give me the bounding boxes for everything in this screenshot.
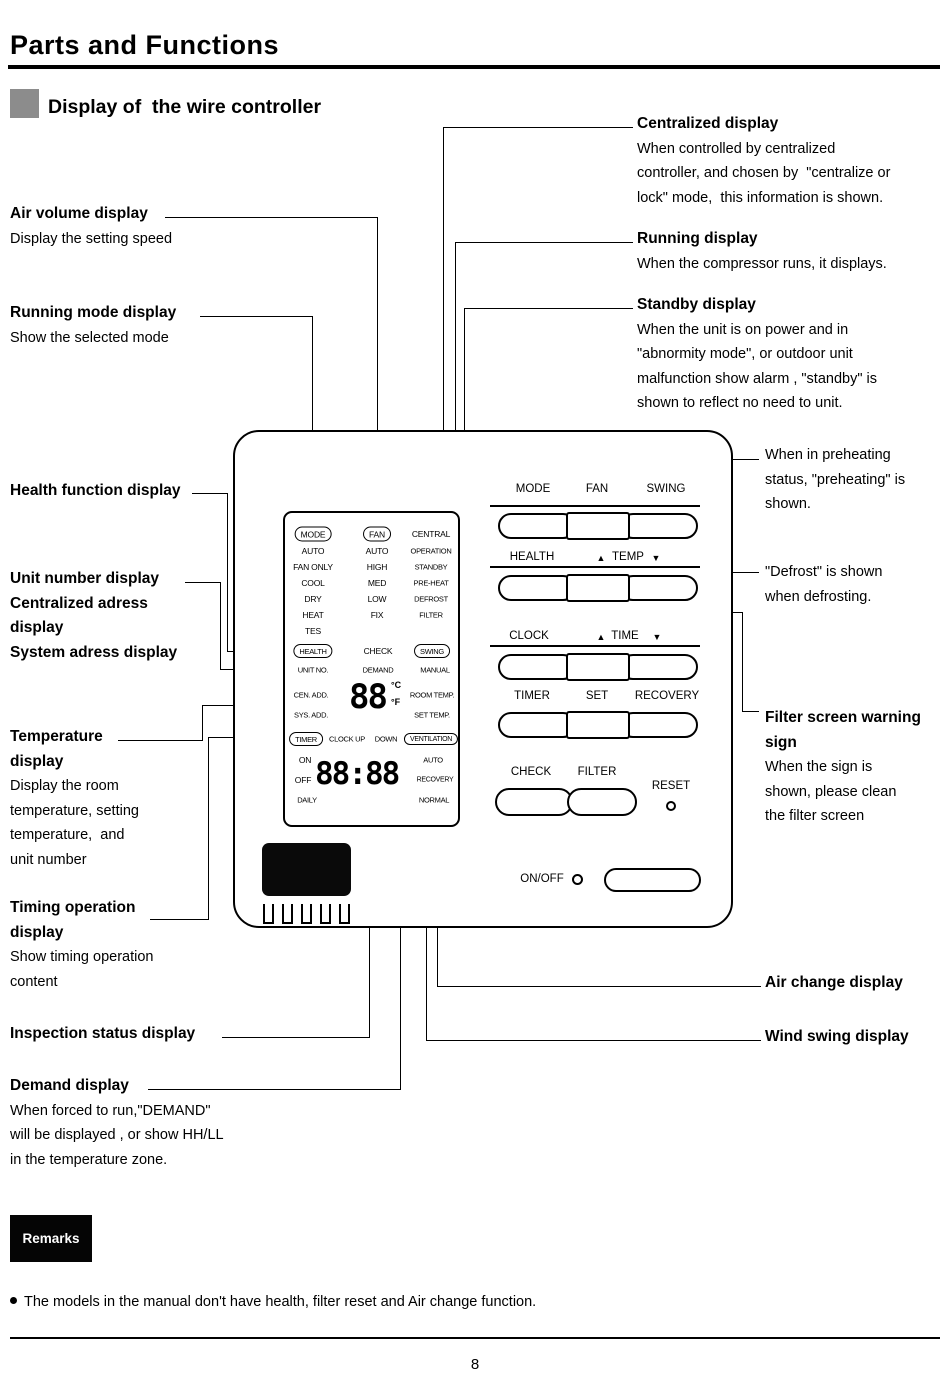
lcd-high-label: HIGH bbox=[366, 562, 388, 572]
callout-demand bbox=[10, 1074, 224, 1172]
connector-line bbox=[437, 986, 761, 987]
callout-filter-warning bbox=[765, 706, 921, 829]
clock-time-buttons bbox=[498, 653, 698, 681]
label-separator bbox=[490, 505, 700, 507]
lcd-recovery-label: RECOVERY bbox=[416, 776, 454, 784]
lcd-sysadd-label: SYS. ADD. bbox=[294, 710, 328, 720]
lcd-roomtemp-label: ROOM TEMP. bbox=[409, 690, 455, 700]
callout-title: display bbox=[10, 752, 64, 770]
louver-slot bbox=[320, 904, 331, 924]
callout-title: Inspection status display bbox=[10, 1025, 196, 1042]
lcd-fanonly-label: FAN ONLY bbox=[293, 562, 333, 572]
bullet-icon bbox=[10, 1297, 17, 1304]
clock-button-label: CLOCK bbox=[509, 630, 549, 642]
lcd-down-label: DOWN bbox=[374, 734, 398, 744]
callout-timing bbox=[10, 896, 153, 994]
check-button bbox=[495, 788, 573, 816]
callout-title: Wind swing display bbox=[765, 1028, 909, 1045]
set-button bbox=[566, 711, 630, 739]
connector-line bbox=[455, 242, 633, 243]
lcd-fix-label: FIX bbox=[370, 610, 384, 620]
lcd-check-label: CHECK bbox=[363, 646, 393, 656]
callout-text: When controlled by centralized bbox=[637, 140, 836, 157]
infrared-window bbox=[262, 843, 351, 896]
filter-button bbox=[567, 788, 637, 816]
connector-line bbox=[742, 612, 743, 712]
callout-text: temperature, and bbox=[10, 827, 125, 843]
temp-up-button bbox=[566, 574, 630, 602]
callout-text: "abnormity mode", or outdoor unit bbox=[637, 346, 853, 362]
lcd-standby-label: STANDBY bbox=[414, 562, 448, 572]
lcd-settemp-label: SET TEMP. bbox=[414, 710, 450, 720]
callout-title: System adress display bbox=[10, 643, 178, 661]
callout-air-change bbox=[765, 971, 903, 996]
time-up-button bbox=[566, 653, 630, 681]
callout-title: Standby display bbox=[637, 296, 756, 313]
callout-text: "Defrost" is shown bbox=[765, 564, 883, 580]
louver-slot bbox=[339, 904, 350, 924]
lcd-display bbox=[283, 511, 460, 827]
title-rule bbox=[8, 65, 940, 69]
remarks-badge: Remarks bbox=[10, 1215, 92, 1262]
callout-text: in the temperature zone. bbox=[10, 1151, 168, 1168]
lcd-tes-label: TES bbox=[305, 626, 321, 636]
callout-title: Running mode display bbox=[10, 304, 177, 321]
connector-line bbox=[464, 308, 633, 309]
callout-title: Health function display bbox=[10, 482, 181, 499]
time-down-button bbox=[620, 654, 698, 680]
lcd-health-label: HEALTH bbox=[293, 644, 332, 658]
callout-preheating bbox=[765, 443, 905, 517]
lcd-med-label: MED bbox=[367, 578, 387, 588]
connector-line bbox=[200, 316, 312, 317]
health-temp-buttons bbox=[498, 574, 698, 602]
callout-text: shown, please clean bbox=[765, 783, 897, 800]
timer-button bbox=[498, 712, 576, 738]
lcd-auto-label: AUTO bbox=[301, 546, 325, 556]
callout-text: the filter screen bbox=[765, 808, 865, 824]
temp-down-icon: ▼ bbox=[651, 553, 661, 563]
clock-button bbox=[498, 654, 576, 680]
callout-text: temperature, setting bbox=[10, 802, 139, 819]
callout-temperature bbox=[10, 725, 139, 872]
lcd-celsius-unit: °C bbox=[391, 680, 402, 690]
callout-health-function bbox=[10, 479, 181, 504]
callout-text: When the compressor runs, it displays. bbox=[637, 255, 887, 272]
callout-text: Show the selected mode bbox=[10, 329, 169, 346]
reset-button bbox=[666, 801, 676, 811]
set-button-label: SET bbox=[585, 690, 609, 702]
remarks-note-text: The models in the manual don't have health, filter reset and Air change function. bbox=[24, 1294, 537, 1310]
remarks-note bbox=[10, 1294, 536, 1310]
callout-inspection bbox=[10, 1022, 195, 1047]
lcd-clock-auto-label: AUTO bbox=[423, 755, 443, 765]
recovery-button bbox=[620, 712, 698, 738]
mode-fan-swing-buttons bbox=[498, 512, 698, 540]
lcd-mode-label: MODE bbox=[295, 527, 332, 542]
lcd-filter-label: FILTER bbox=[419, 610, 443, 620]
lcd-fan-auto-label: AUTO bbox=[365, 546, 389, 556]
onoff-button bbox=[604, 868, 701, 892]
lcd-on-label: ON bbox=[298, 755, 312, 765]
callout-text: shown to reflect no need to unit. bbox=[637, 395, 843, 411]
lcd-low-label: LOW bbox=[367, 594, 387, 604]
louver-slot bbox=[301, 904, 312, 924]
connector-line bbox=[185, 582, 221, 583]
connector-line bbox=[202, 705, 203, 741]
callout-text: When the unit is on power and in bbox=[637, 321, 849, 338]
timer-set-recovery-buttons bbox=[498, 711, 698, 739]
callout-text: When in preheating bbox=[765, 447, 891, 463]
lcd-central-label: CENTRAL bbox=[411, 529, 451, 539]
time-down-icon: ▼ bbox=[652, 632, 662, 642]
lcd-demand-label: DEMAND bbox=[362, 665, 394, 675]
lcd-fahrenheit-unit: °F bbox=[391, 697, 401, 707]
section-heading: Display of the wire controller bbox=[48, 96, 322, 118]
callout-standby bbox=[637, 293, 877, 416]
callout-centralized bbox=[637, 112, 890, 210]
lcd-cool-label: COOL bbox=[301, 578, 325, 588]
callout-running-display bbox=[637, 227, 887, 276]
louver-slot bbox=[263, 904, 274, 924]
callout-title: Timing operation bbox=[10, 899, 136, 916]
lcd-temp-digits: 88 bbox=[349, 677, 386, 717]
lcd-clockup-label: CLOCK UP bbox=[329, 734, 365, 744]
timer-button-label: TIMER bbox=[514, 690, 550, 702]
louver-slot bbox=[282, 904, 293, 924]
health-button-label: HEALTH bbox=[509, 551, 555, 563]
lcd-manual-label: MANUAL bbox=[420, 665, 450, 675]
callout-text: status, "preheating" is bbox=[765, 471, 906, 488]
page-number: 8 bbox=[470, 1356, 480, 1373]
callout-title: Demand display bbox=[10, 1077, 129, 1094]
mode-button bbox=[498, 513, 576, 539]
lcd-heat-label: HEAT bbox=[302, 610, 324, 620]
callout-title: Unit number display bbox=[10, 570, 159, 587]
callout-title: display bbox=[10, 619, 64, 636]
fan-button bbox=[566, 512, 630, 540]
lcd-cenadd-label: CEN. ADD. bbox=[293, 690, 329, 700]
callout-running-mode bbox=[10, 301, 176, 350]
connector-line bbox=[222, 1037, 369, 1038]
callout-text: malfunction show alarm , "standby" is bbox=[637, 370, 877, 387]
callout-text: Show timing operation bbox=[10, 949, 154, 965]
check-filter-buttons bbox=[495, 788, 637, 816]
callout-text: Display the room bbox=[10, 778, 119, 794]
lcd-dry-label: DRY bbox=[304, 594, 322, 604]
callout-title: sign bbox=[765, 733, 797, 751]
callout-air-volume bbox=[10, 202, 172, 251]
onoff-label: ON/OFF bbox=[520, 873, 564, 885]
callout-text: lock" mode, this information is shown. bbox=[637, 189, 884, 206]
callout-title: Temperature bbox=[10, 728, 103, 745]
label-separator bbox=[490, 566, 700, 568]
mode-button-label: MODE bbox=[515, 483, 551, 495]
reset-label: RESET bbox=[651, 780, 691, 792]
callout-text: shown. bbox=[765, 496, 811, 512]
callout-text: When forced to run,"DEMAND" bbox=[10, 1102, 211, 1119]
temp-button-label: TEMP bbox=[612, 551, 644, 563]
connector-line bbox=[208, 737, 209, 920]
connector-line bbox=[165, 217, 377, 218]
health-button bbox=[498, 575, 576, 601]
callout-title: Air volume display bbox=[10, 205, 148, 222]
onoff-indicator bbox=[572, 874, 583, 885]
callout-text: unit number bbox=[10, 851, 87, 868]
time-up-icon: ▲ bbox=[596, 632, 606, 642]
time-button-label: TIME bbox=[611, 630, 639, 642]
page-title: Parts and Functions bbox=[10, 30, 280, 60]
callout-text: When the sign is bbox=[765, 759, 873, 775]
swing-button-label: SWING bbox=[646, 483, 686, 495]
recovery-button-label: RECOVERY bbox=[634, 690, 700, 702]
callout-defrost bbox=[765, 560, 882, 609]
temp-down-button bbox=[620, 575, 698, 601]
check-button-label: CHECK bbox=[510, 766, 552, 778]
callout-unit-number bbox=[10, 567, 177, 665]
connector-line bbox=[192, 493, 228, 494]
lcd-clock-digits: 88:88 bbox=[315, 756, 399, 792]
connector-line bbox=[426, 1040, 761, 1041]
lcd-swing-label: SWING bbox=[414, 644, 450, 658]
lcd-unitno-label: UNIT NO. bbox=[297, 665, 329, 675]
connector-line bbox=[443, 127, 633, 128]
filter-button-label: FILTER bbox=[577, 766, 617, 778]
connector-line bbox=[220, 582, 221, 670]
callout-title: Filter screen warning bbox=[765, 709, 921, 726]
lcd-timer-label: TIMER bbox=[289, 732, 323, 746]
footer-rule bbox=[10, 1337, 940, 1339]
callout-title: Centralized display bbox=[637, 115, 779, 132]
lcd-daily-label: DAILY bbox=[297, 795, 317, 805]
callout-text: controller, and chosen by "centralize or bbox=[637, 165, 891, 181]
lcd-off-label: OFF bbox=[294, 775, 312, 785]
callout-text: Display the setting speed bbox=[10, 230, 173, 247]
lcd-preheat-label: PRE-HEAT bbox=[413, 578, 449, 588]
callout-text: will be displayed , or show HH/LL bbox=[10, 1127, 224, 1143]
connector-line bbox=[150, 919, 208, 920]
lcd-operation-label: OPERATION bbox=[410, 546, 452, 556]
fan-button-label: FAN bbox=[585, 483, 609, 495]
callout-title: Centralized adress bbox=[10, 594, 148, 612]
label-separator bbox=[490, 645, 700, 647]
connector-line bbox=[227, 493, 228, 652]
lcd-normal-label: NORMAL bbox=[418, 795, 450, 805]
lcd-ventilation-label: VENTILATION bbox=[404, 733, 458, 745]
callout-text: content bbox=[10, 973, 58, 990]
swing-button bbox=[620, 513, 698, 539]
section-marker-square bbox=[10, 89, 39, 118]
callout-wind-swing bbox=[765, 1025, 909, 1050]
lcd-defrost-label: DEFROST bbox=[414, 594, 448, 604]
callout-title: Air change display bbox=[765, 974, 903, 991]
callout-title: Running display bbox=[637, 230, 758, 247]
callout-text: when defrosting. bbox=[765, 588, 872, 605]
lcd-fan-label: FAN bbox=[363, 527, 391, 542]
callout-title: display bbox=[10, 923, 64, 941]
temp-up-icon: ▲ bbox=[596, 553, 606, 563]
connector-line bbox=[742, 711, 759, 712]
